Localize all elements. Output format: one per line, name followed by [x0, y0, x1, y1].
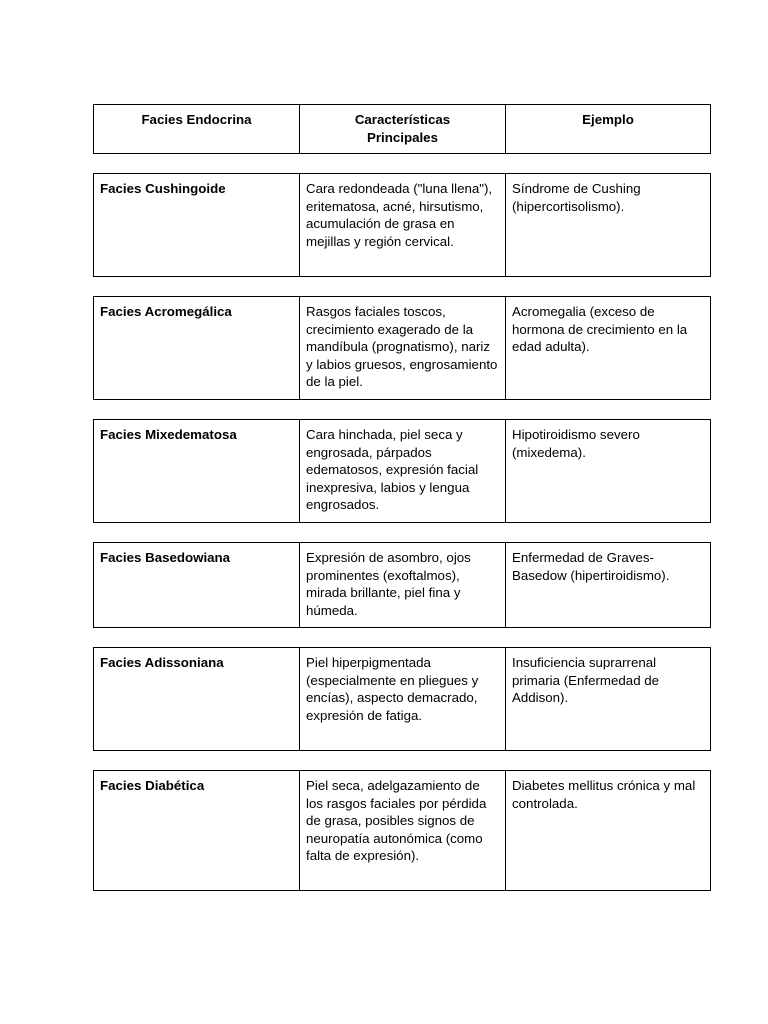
facies-example: Hipotiroidismo severo (mixedema). [506, 420, 711, 523]
table-row [93, 542, 711, 628]
header-ejemplo: Ejemplo [506, 105, 711, 154]
facies-features: Piel hiperpigmentada (especialmente en pliegues y encías), aspecto demacrado, expresión de fatiga. [300, 648, 506, 751]
row-gap [93, 628, 673, 647]
facies-name: Facies Diabética [94, 771, 300, 891]
table-row [93, 419, 711, 523]
facies-example: Síndrome de Cushing (hipercortisolismo). [506, 174, 711, 277]
facies-table-document [93, 104, 696, 891]
row-gap [93, 400, 673, 419]
row-gap [93, 523, 673, 542]
facies-features: Expresión de asombro, ojos prominentes (exoftalmos), mirada brillante, piel fina y húmeda. [300, 543, 506, 628]
facies-example: Enfermedad de Graves-Basedow (hipertiroidismo). [506, 543, 711, 628]
header-facies-endocrina: Facies Endocrina [94, 105, 300, 154]
table-row [93, 296, 711, 400]
facies-example: Diabetes mellitus crónica y mal controlada. [506, 771, 711, 891]
header-caracteristicas-principales [300, 105, 506, 154]
table-row [93, 647, 711, 751]
facies-features: Piel seca, adelgazamiento de los rasgos faciales por pérdida de grasa, posibles signos de neuropatía autonómica (como falta de expresión). [300, 771, 506, 891]
facies-features: Cara hinchada, piel seca y engrosada, párpados edematosos, expresión facial inexpresiva, labios y lengua engrosados. [300, 420, 506, 523]
facies-example: Insuficiencia suprarrenal primaria (Enfermedad de Addison). [506, 648, 711, 751]
row-gap [93, 154, 673, 173]
facies-name: Facies Adissoniana [94, 648, 300, 751]
header-caracteristicas-line1: Características [354, 112, 451, 127]
table-header [93, 104, 711, 154]
facies-name: Facies Cushingoide [94, 174, 300, 277]
facies-example: Acromegalia (exceso de hormona de crecimiento en la edad adulta). [506, 297, 711, 400]
facies-name: Facies Mixedematosa [94, 420, 300, 523]
facies-features: Rasgos faciales toscos, crecimiento exagerado de la mandíbula (prognatismo), nariz y labios gruesos, engrosamiento de la piel. [300, 297, 506, 400]
row-gap [93, 751, 673, 770]
facies-name: Facies Basedowiana [94, 543, 300, 628]
facies-features: Cara redondeada ("luna llena"), eritematosa, acné, hirsutismo, acumulación de grasa en mejillas y región cervical. [300, 174, 506, 277]
table-row [93, 173, 711, 277]
table-row [93, 770, 711, 891]
row-gap [93, 277, 673, 296]
header-caracteristicas-line2: Principales [367, 129, 438, 145]
facies-name: Facies Acromegálica [94, 297, 300, 400]
